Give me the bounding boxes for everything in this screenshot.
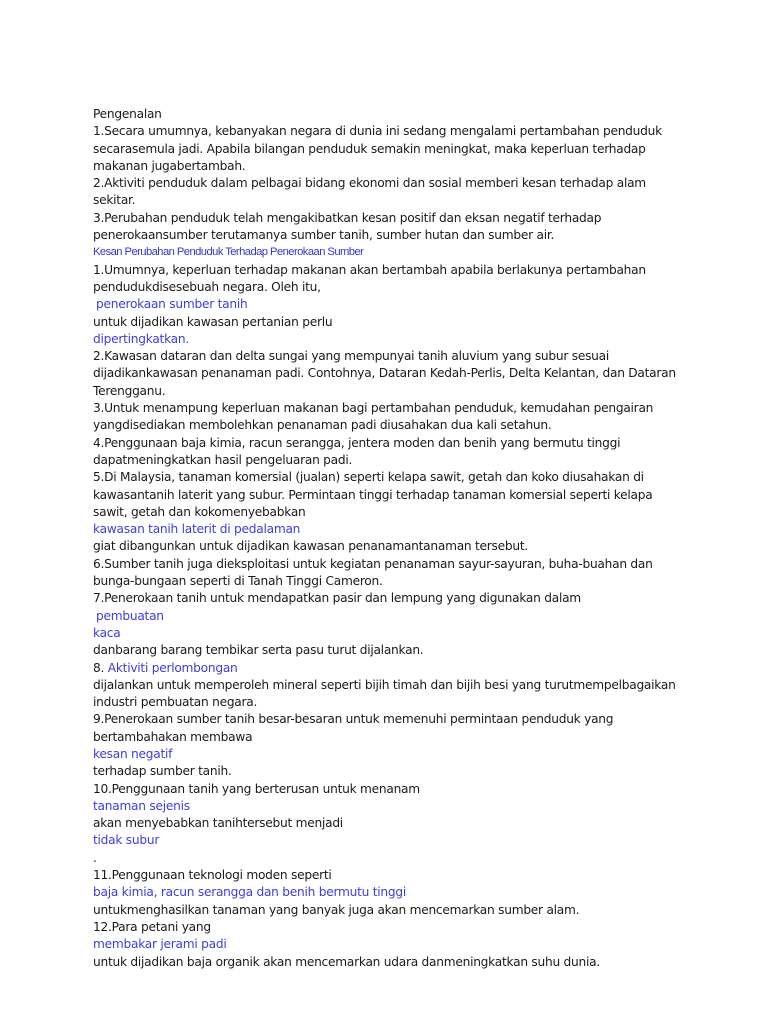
- highlighted-term: dipertingkatkan.: [93, 331, 189, 346]
- paragraph-line: dijadikankawasan penanaman padi. Contohnya, Dataran Kedah-Perlis, Delta Kelantan, dan Dataran: [93, 366, 676, 381]
- paragraph-line: penerokaansumber terutamanya sumber tanih, sumber hutan dan sumber air.: [93, 228, 555, 243]
- paragraph-line: 1.Secara umumnya, kebanyakan negara di dunia ini sedang mengalami pertambahan penduduk: [93, 124, 662, 139]
- highlighted-term: Aktiviti perlombongan: [107, 660, 238, 675]
- paragraph-line: yangdisediakan membolehkan penanaman padi diusahakan dua kali setahun.: [93, 418, 552, 433]
- paragraph-line: 6.Sumber tanih juga dieksploitasi untuk kegiatan penanaman sayur-sayuran, buha-buahan dan: [93, 556, 653, 571]
- paragraph-line: sawit, getah dan kokomenyebabkan: [93, 504, 306, 519]
- paragraph-line: 4.Penggunaan baja kimia, racun serangga, jentera moden dan benih yang bermutu tinggi: [93, 435, 621, 450]
- paragraph-line: kawasantanih laterit yang subur. Permintaan tinggi terhadap tanaman komersial seperti kelapa: [93, 487, 653, 502]
- paragraph-line: dapatmeningkatkan hasil pengeluaran padi.: [93, 452, 353, 467]
- highlighted-term: kaca: [93, 625, 121, 640]
- paragraph-line: untukmenghasilkan tanaman yang banyak juga akan mencemarkan sumber alam.: [93, 902, 580, 917]
- highlighted-term: tidak subur: [93, 833, 160, 848]
- paragraph-line: dijalankan untuk memperoleh mineral seperti bijih timah dan bijih besi yang turutmempelbagaikan: [93, 677, 676, 692]
- paragraph-line: 3.Perubahan penduduk telah mengakibatkan kesan positif dan eksan negatif terhadap: [93, 210, 602, 225]
- paragraph-line: akan menyebabkan tanihtersebut menjadi: [93, 816, 343, 831]
- highlighted-term: baja kimia, racun serangga dan benih bermutu tinggi: [93, 885, 406, 900]
- highlighted-term: penerokaan sumber tanih: [96, 297, 248, 312]
- section-heading-kesan: Kesan Perubahan Penduduk Terhadap Penerokaan Sumber: [93, 246, 364, 259]
- paragraph-line: 2.Aktiviti penduduk dalam pelbagai bidang ekonomi dan sosial memberi kesan terhadap alam: [93, 176, 646, 191]
- highlighted-term: kesan negatif: [93, 746, 173, 761]
- paragraph-line: secarasemula jadi. Apabila bilangan penduduk semakin meningkat, maka keperluan terhadap: [93, 141, 646, 156]
- paragraph-line: 11.Penggunaan teknologi moden seperti: [93, 868, 332, 883]
- paragraph-line: giat dibangunkan untuk dijadikan kawasan penanamantanaman tersebut.: [93, 539, 529, 554]
- paragraph-line: makanan jugabertambah.: [93, 158, 246, 173]
- paragraph-line: bunga-bungaan seperti di Tanah Tinggi Cameron.: [93, 574, 383, 589]
- paragraph-line: 12.Para petani yang: [93, 919, 211, 934]
- item-number: 8.: [93, 660, 108, 675]
- paragraph-line: industri pembuatan negara.: [93, 695, 258, 710]
- paragraph-line: untuk dijadikan baja organik akan mencemarkan udara danmeningkatkan suhu dunia.: [93, 954, 600, 969]
- paragraph-line: Terengganu.: [93, 383, 166, 398]
- paragraph-line: 5.Di Malaysia, tanaman komersial (jualan) seperti kelapa sawit, getah dan koko diusahakan di: [93, 470, 644, 485]
- paragraph-line: danbarang barang tembikar serta pasu turut dijalankan.: [93, 643, 424, 658]
- paragraph-line-mixed: [93, 660, 693, 677]
- paragraph-line: .: [93, 850, 97, 865]
- paragraph-line: pendudukdisesebuah negara. Oleh itu,: [93, 279, 321, 294]
- paragraph-line: 1.Umumnya, keperluan terhadap makanan akan bertambah apabila berlakunya pertambahan: [93, 262, 646, 277]
- paragraph-line: terhadap sumber tanih.: [93, 764, 232, 779]
- paragraph-line: 10.Penggunaan tanih yang berterusan untuk menanam: [93, 781, 420, 796]
- paragraph-line: 2.Kawasan dataran dan delta sungai yang mempunyai tanih aluvium yang subur sesuai: [93, 349, 610, 364]
- paragraph-line: bertambahakan membawa: [93, 729, 253, 744]
- highlighted-term: pembuatan: [96, 608, 164, 623]
- paragraph-line: sekitar.: [93, 193, 136, 208]
- highlighted-term: kawasan tanih laterit di pedalaman: [93, 522, 301, 537]
- paragraph-line: 9.Penerokaan sumber tanih besar-besaran untuk memenuhi permintaan penduduk yang: [93, 712, 614, 727]
- paragraph-line: 7.Penerokaan tanih untuk mendapatkan pasir dan lempung yang digunakan dalam: [93, 591, 581, 606]
- section-heading-pengenalan: Pengenalan: [93, 107, 162, 121]
- document-body: [93, 106, 693, 971]
- highlighted-term: membakar jerami padi: [93, 937, 227, 952]
- highlighted-term: tanaman sejenis: [93, 798, 190, 813]
- paragraph-line: 3.Untuk menampung keperluan makanan bagi pertambahan penduduk, kemudahan pengairan: [93, 401, 654, 416]
- paragraph-line: untuk dijadikan kawasan pertanian perlu: [93, 314, 333, 329]
